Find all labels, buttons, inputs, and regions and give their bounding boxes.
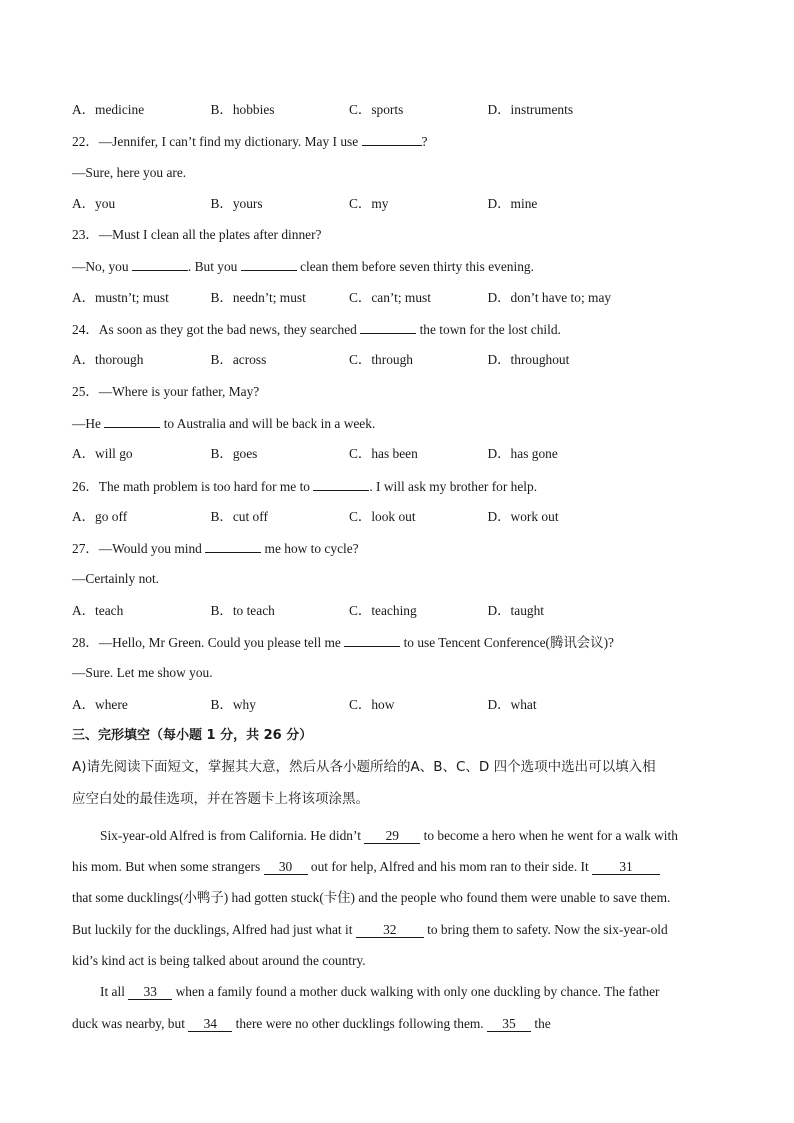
q25-stem: 25．—Where is your father, May? bbox=[72, 383, 260, 399]
cloze-blank-29[interactable]: 29 bbox=[364, 828, 420, 844]
option-d[interactable]: D．don’t have to; may bbox=[487, 289, 612, 305]
option-c[interactable]: C．teaching bbox=[349, 602, 417, 618]
q28-stem bbox=[72, 632, 682, 663]
q26-stem bbox=[72, 476, 682, 507]
option-b[interactable]: B．hobbies bbox=[210, 102, 275, 117]
q26-stem-end: . I will ask my brother for help. bbox=[369, 478, 538, 494]
q28-stem-text: 28．—Hello, Mr Green. Could you please tell me bbox=[72, 635, 345, 651]
q23-reply-mid: . But you bbox=[187, 259, 241, 275]
option-b[interactable]: B．needn’t; must bbox=[210, 289, 306, 305]
answer-blank bbox=[362, 131, 422, 146]
option-b[interactable]: B．why bbox=[210, 696, 256, 712]
option-a[interactable]: A．where bbox=[72, 696, 128, 712]
passage-text: the bbox=[531, 1015, 551, 1031]
q27-stem bbox=[72, 538, 682, 569]
cloze-blank-34[interactable]: 34 bbox=[188, 1016, 232, 1032]
q22-options bbox=[72, 194, 682, 225]
option-a[interactable]: A．will go bbox=[72, 446, 133, 462]
q25-reply-end: to Australia and will be back in a week. bbox=[160, 415, 376, 431]
q24-stem bbox=[72, 319, 682, 350]
option-c[interactable]: C．sports bbox=[349, 102, 404, 117]
passage-text: to bring them to safety. Now the six-year-old kid’s kind act is being talked about around the country. bbox=[72, 921, 668, 969]
q27-stem-end: me how to cycle? bbox=[261, 541, 359, 557]
passage-text: when a family found a mother duck walking with only one duckling by chance. The father duck was nearby, but bbox=[72, 984, 660, 1031]
answer-blank bbox=[360, 319, 416, 334]
passage-paragraph-1 bbox=[72, 820, 682, 976]
answer-blank bbox=[132, 256, 188, 271]
cloze-blank-31[interactable]: 31 bbox=[592, 859, 660, 875]
q22-stem-end: ? bbox=[421, 134, 428, 150]
passage-text: Six-year-old Alfred is from California. He didn’t bbox=[100, 827, 365, 843]
answer-blank bbox=[344, 632, 400, 647]
q27-reply: —Certainly not. bbox=[72, 571, 160, 587]
answer-blank bbox=[205, 538, 261, 553]
q25-reply bbox=[72, 413, 682, 444]
option-a[interactable]: A．medicine bbox=[72, 102, 145, 117]
option-c[interactable]: C．can’t; must bbox=[349, 289, 431, 305]
option-b[interactable]: B．yours bbox=[210, 195, 263, 211]
q25-options bbox=[72, 444, 682, 475]
option-c[interactable]: C．my bbox=[349, 195, 389, 211]
q23-reply-start: —No, you bbox=[72, 259, 132, 275]
q27-options bbox=[72, 601, 682, 632]
option-a[interactable]: A．go off bbox=[72, 508, 128, 524]
option-b[interactable]: B．to teach bbox=[210, 602, 275, 618]
q22-reply: —Sure, here you are. bbox=[72, 164, 187, 180]
option-d[interactable]: D．instruments bbox=[487, 102, 574, 117]
passage-text: It all bbox=[100, 984, 129, 1000]
q24-stem-text: 24．As soon as they got the bad news, they searched bbox=[72, 322, 361, 338]
passage-text: to become a hero when he went for a walk with his mom. But when some strangers bbox=[72, 827, 678, 875]
option-b[interactable]: B．cut off bbox=[210, 508, 268, 524]
cloze-blank-35[interactable]: 35 bbox=[487, 1016, 531, 1032]
q27-stem-text: 27．—Would you mind bbox=[72, 541, 206, 557]
q21-options bbox=[72, 100, 682, 131]
option-b[interactable]: B．across bbox=[210, 352, 267, 368]
option-d[interactable]: D．mine bbox=[487, 195, 538, 211]
option-d[interactable]: D．taught bbox=[487, 602, 545, 618]
cloze-blank-33[interactable]: 33 bbox=[128, 984, 172, 1000]
q24-stem-end: the town for the lost child. bbox=[416, 322, 561, 338]
passage-paragraph-2 bbox=[72, 976, 682, 1039]
option-d[interactable]: D．has gone bbox=[487, 446, 558, 462]
option-c[interactable]: C．look out bbox=[349, 508, 416, 524]
q23-reply-end: clean them before seven thirty this evening. bbox=[296, 259, 534, 275]
q28-options bbox=[72, 695, 682, 726]
option-d[interactable]: D．what bbox=[487, 696, 537, 712]
option-a[interactable]: A．thorough bbox=[72, 352, 144, 368]
q28-stem-end: to use Tencent Conference(腾讯会议)? bbox=[400, 635, 614, 651]
q26-options bbox=[72, 507, 682, 538]
section-instruction-line1: A)请先阅读下面短文，掌握其大意，然后从各小题所给的A、B、C、D 四个选项中选出可以填入相 bbox=[72, 759, 656, 776]
q24-options bbox=[72, 350, 682, 381]
q22-stem bbox=[72, 131, 682, 162]
option-d[interactable]: D．work out bbox=[487, 508, 559, 524]
option-c[interactable]: C．how bbox=[349, 696, 395, 712]
q26-stem-text: 26．The math problem is too hard for me to bbox=[72, 478, 314, 494]
passage-text: out for help, Alfred and his mom ran to their side. It bbox=[307, 859, 593, 875]
answer-blank bbox=[313, 476, 369, 491]
q23-options bbox=[72, 288, 682, 319]
option-c[interactable]: C．has been bbox=[349, 446, 418, 462]
q23-stem: 23．—Must I clean all the plates after dinner? bbox=[72, 227, 322, 243]
passage-text: that some ducklings(小鸭子) had gotten stuck(卡住) and the people who found them were unable to save them. But luckily for the ducklings, Alfred had just what it bbox=[72, 890, 671, 937]
cloze-blank-32[interactable]: 32 bbox=[356, 922, 424, 938]
answer-blank bbox=[104, 413, 160, 428]
section-instruction-line2: 应空白处的最佳选项，并在答题卡上将该项涂黑。 bbox=[72, 790, 369, 807]
option-a[interactable]: A．you bbox=[72, 195, 116, 211]
passage-text: there were no other ducklings following them. bbox=[232, 1015, 487, 1031]
option-b[interactable]: B．goes bbox=[210, 446, 258, 462]
option-a[interactable]: A．teach bbox=[72, 602, 124, 618]
section-title: 三、完形填空（每小题 1 分，共 26 分） bbox=[72, 727, 313, 743]
q23-reply bbox=[72, 256, 682, 287]
option-a[interactable]: A．mustn’t; must bbox=[72, 289, 169, 305]
exam-page bbox=[72, 100, 682, 1039]
q25-reply-start: —He bbox=[72, 415, 105, 431]
cloze-blank-30[interactable]: 30 bbox=[264, 859, 308, 875]
answer-blank bbox=[241, 256, 297, 271]
q28-reply: —Sure. Let me show you. bbox=[72, 665, 213, 681]
option-c[interactable]: C．through bbox=[349, 352, 413, 368]
option-d[interactable]: D．throughout bbox=[487, 352, 570, 368]
q22-stem-text: 22．—Jennifer, I can’t find my dictionary. May I use bbox=[72, 134, 362, 150]
